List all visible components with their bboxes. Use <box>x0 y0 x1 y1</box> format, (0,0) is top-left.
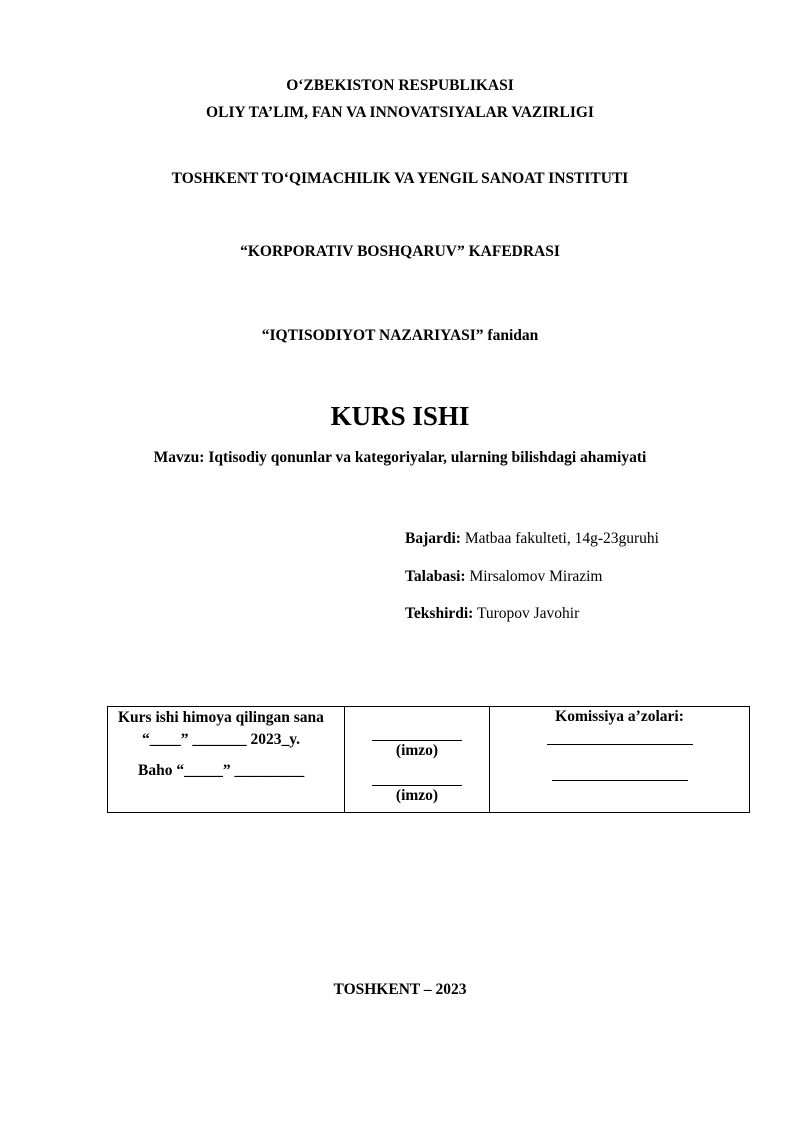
ministry-country-line: O‘ZBEKISTON RESPUBLIKASI <box>286 77 514 94</box>
talabasi-row <box>405 568 603 586</box>
city-year: TOSHKENT – 2023 <box>333 981 467 998</box>
bajardi-label: Bajardi: <box>405 530 461 547</box>
ministry-name-line: OLIY TA’LIM, FAN VA INNOVATSIYALAR VAZIRLIGI <box>206 104 594 121</box>
imzo-label-2: (imzo) <box>395 787 439 804</box>
department-name: “KORPORATIV BOSHQARUV” KAFEDRASI <box>240 243 560 260</box>
commission-blank-1 <box>547 727 693 745</box>
talabasi-value: Mirsalomov Mirazim <box>465 568 603 585</box>
commission-label: Komissiya a’zolari: <box>555 708 684 725</box>
signature-blank-2 <box>372 771 462 786</box>
signature-cell <box>345 707 490 813</box>
signature-blank-1 <box>372 726 462 741</box>
defense-date-label: Kurs ishi himoya qilingan sana <box>118 709 324 726</box>
bajardi-value: Matbaa fakulteti, 14g-23guruhi <box>460 530 659 547</box>
tekshirdi-value: Turopov Javohir <box>473 605 580 622</box>
tekshirdi-row <box>405 605 579 623</box>
defense-info-cell <box>108 707 345 813</box>
defense-date-line: “____” _______ 2023_y. <box>142 731 301 748</box>
document-topic: Mavzu: Iqtisodiy qonunlar va kategoriyalar, ularning bilishdagi ahamiyati <box>153 449 647 466</box>
bajardi-row <box>405 530 659 548</box>
grade-line: Baho “_____” _________ <box>138 762 305 779</box>
subject-name: “IQTISODIYOT NAZARIYASI” fanidan <box>261 327 539 344</box>
commission-cell <box>490 707 750 813</box>
institute-name: TOSHKENT TO‘QIMACHILIK VA YENGIL SANOAT INSTITUTI <box>171 170 629 187</box>
commission-blank-2 <box>552 763 688 781</box>
document-title: KURS ISHI <box>330 401 470 431</box>
talabasi-label: Talabasi: <box>405 568 466 585</box>
signature-table <box>107 706 750 813</box>
tekshirdi-label: Tekshirdi: <box>405 605 474 622</box>
imzo-label-1: (imzo) <box>395 742 439 759</box>
